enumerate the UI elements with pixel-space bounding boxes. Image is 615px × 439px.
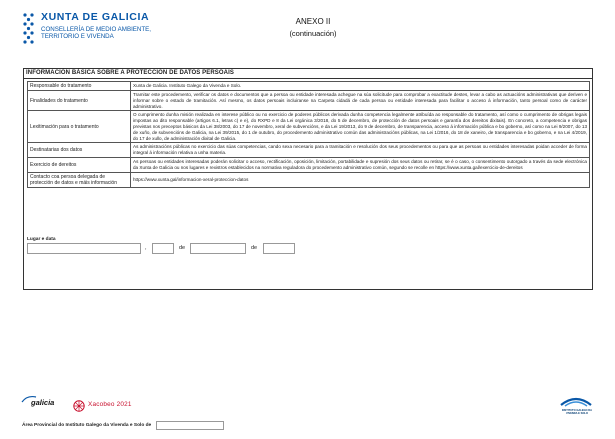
month-input[interactable] xyxy=(190,243,246,254)
table-row xyxy=(28,82,590,91)
place-input[interactable] xyxy=(27,243,141,254)
instituto-vivenda-logo-text: INSTITUTO GALEGO DA VIVENDA E SOLO xyxy=(561,409,593,415)
row-label: Destinatarias dos datos xyxy=(28,143,131,158)
row-label: Contacto coa persoa delegada de protección de datos e máis información xyxy=(28,172,131,187)
table-row xyxy=(28,143,590,158)
row-label: Exercicio de dereitos xyxy=(28,157,131,172)
table-row xyxy=(28,172,590,187)
row-label: Finalidades do tratamento xyxy=(28,91,131,111)
brand-name: XUNTA DE GALICIA xyxy=(41,11,150,23)
table-row xyxy=(28,91,590,111)
data-protection-title: INFORMACIÓN BÁSICA SOBRE A PROTECCIÓN DE DATOS PERSOAIS xyxy=(23,68,593,79)
table-row xyxy=(28,111,590,143)
xacobeo-logo: Xacobeo 2021 xyxy=(88,401,132,408)
department-name: CONSELLERÍA DE MEDIO AMBIENTE, TERRITORIO E VIVENDA xyxy=(41,26,152,41)
xunta-logo-icon xyxy=(22,12,36,48)
day-input[interactable] xyxy=(152,243,174,254)
data-protection-table xyxy=(27,81,590,188)
row-value: As administracións públicas no exercicio das súas competencias, cando sexa necesario para a tramitación e resolución dos seus procedementos ou para que as persoas ou entidades interesadas poidan acceder de forma integral á información relativa a unha materia. xyxy=(131,143,590,158)
annex-subtitle: (continuación) xyxy=(289,29,337,38)
comma-separator: , xyxy=(145,245,147,251)
annex-title: ANEXO II xyxy=(295,17,331,26)
row-value: Tramitar este procedemento, verificar os datos e documentos que a persoa ou entidade interesada achegue na súa solicitude para comprobar a exactitude destes, levar a cabo as actuacións administrativas que deriven e informar sobre o estado de tramitación. Así mesmo, os datos persoais incluiranse na Carpeta cidadá de cada persoa ou entidade interesada para facilitar o acceso á información, tanto persoal como de carácter administrativo. xyxy=(131,91,590,111)
row-value: O cumprimento dunha misión realizada en interese público ou no exercicio de poderes públicos derivada dunha competencia legalmente atribuída ao responsable do tratamento, así como o cumprimento de obrigas legais impostas ao dito responsable (artigos 6.1, letras c) e e), do RXPD e 8 da Lei orgánica 3/2018, do 5 de decembro, de protección de datos persoais e garantía dos dereitos dixitais). En concreto, a competencia e obrigas previstas nos preceptos básicos da Lei 38/2003, do 17 de novembro, xeral de subvencións, e da Lei 19/2013, do 9 de decembro, de transparencia, acceso á información pública e bo goberno, así como na Lei 9/2007, do 13 de xuño, de subvencións de Galicia, na Lei 39/2015, do 1 de outubro, do procedemento administrativo común das administracións públicas, na Lei 1/2016, do 18 de xaneiro, de transparencia e bo goberno, e na Lei 4/2019, do 17 de xullo, de administración dixital de Galicia. xyxy=(131,111,590,143)
place-date-label: Lugar e data xyxy=(27,237,56,242)
row-label: Responsable do tratamento xyxy=(28,82,131,91)
provincial-area-input[interactable] xyxy=(156,421,224,430)
row-label: Lexitimación para o tratamento xyxy=(28,111,131,143)
row-value: https://www.xunta.gal/informacion-xeral-proteccion-datos xyxy=(131,172,590,187)
row-value: Xunta de Galicia. Instituto Galego da Vivenda e Solo. xyxy=(131,82,590,91)
row-value: As persoas ou entidades interesadas poderán solicitar o acceso, rectificación, oposición, limitación, portabilidade e supresión dos seus datos ou retirar, se é o caso, o consentimento outorgado a través da sede electrónica da Xunta de Galicia ou nos lugares e rexistros establecidos na normativa reguladora do procedemento administrativo común, segundo se recolle en https://www.xunta.gal/exercicio-de-dereitos xyxy=(131,157,590,172)
provincial-area-label: Área Provincial do Instituto Galego da Vivenda e Solo de xyxy=(22,423,152,428)
year-input[interactable] xyxy=(263,243,295,254)
table-row xyxy=(28,157,590,172)
xacobeo-shell-icon xyxy=(73,400,85,412)
galicia-logo: galicia xyxy=(31,398,55,407)
de-separator-2: de xyxy=(251,245,258,251)
de-separator-1: de xyxy=(179,245,186,251)
